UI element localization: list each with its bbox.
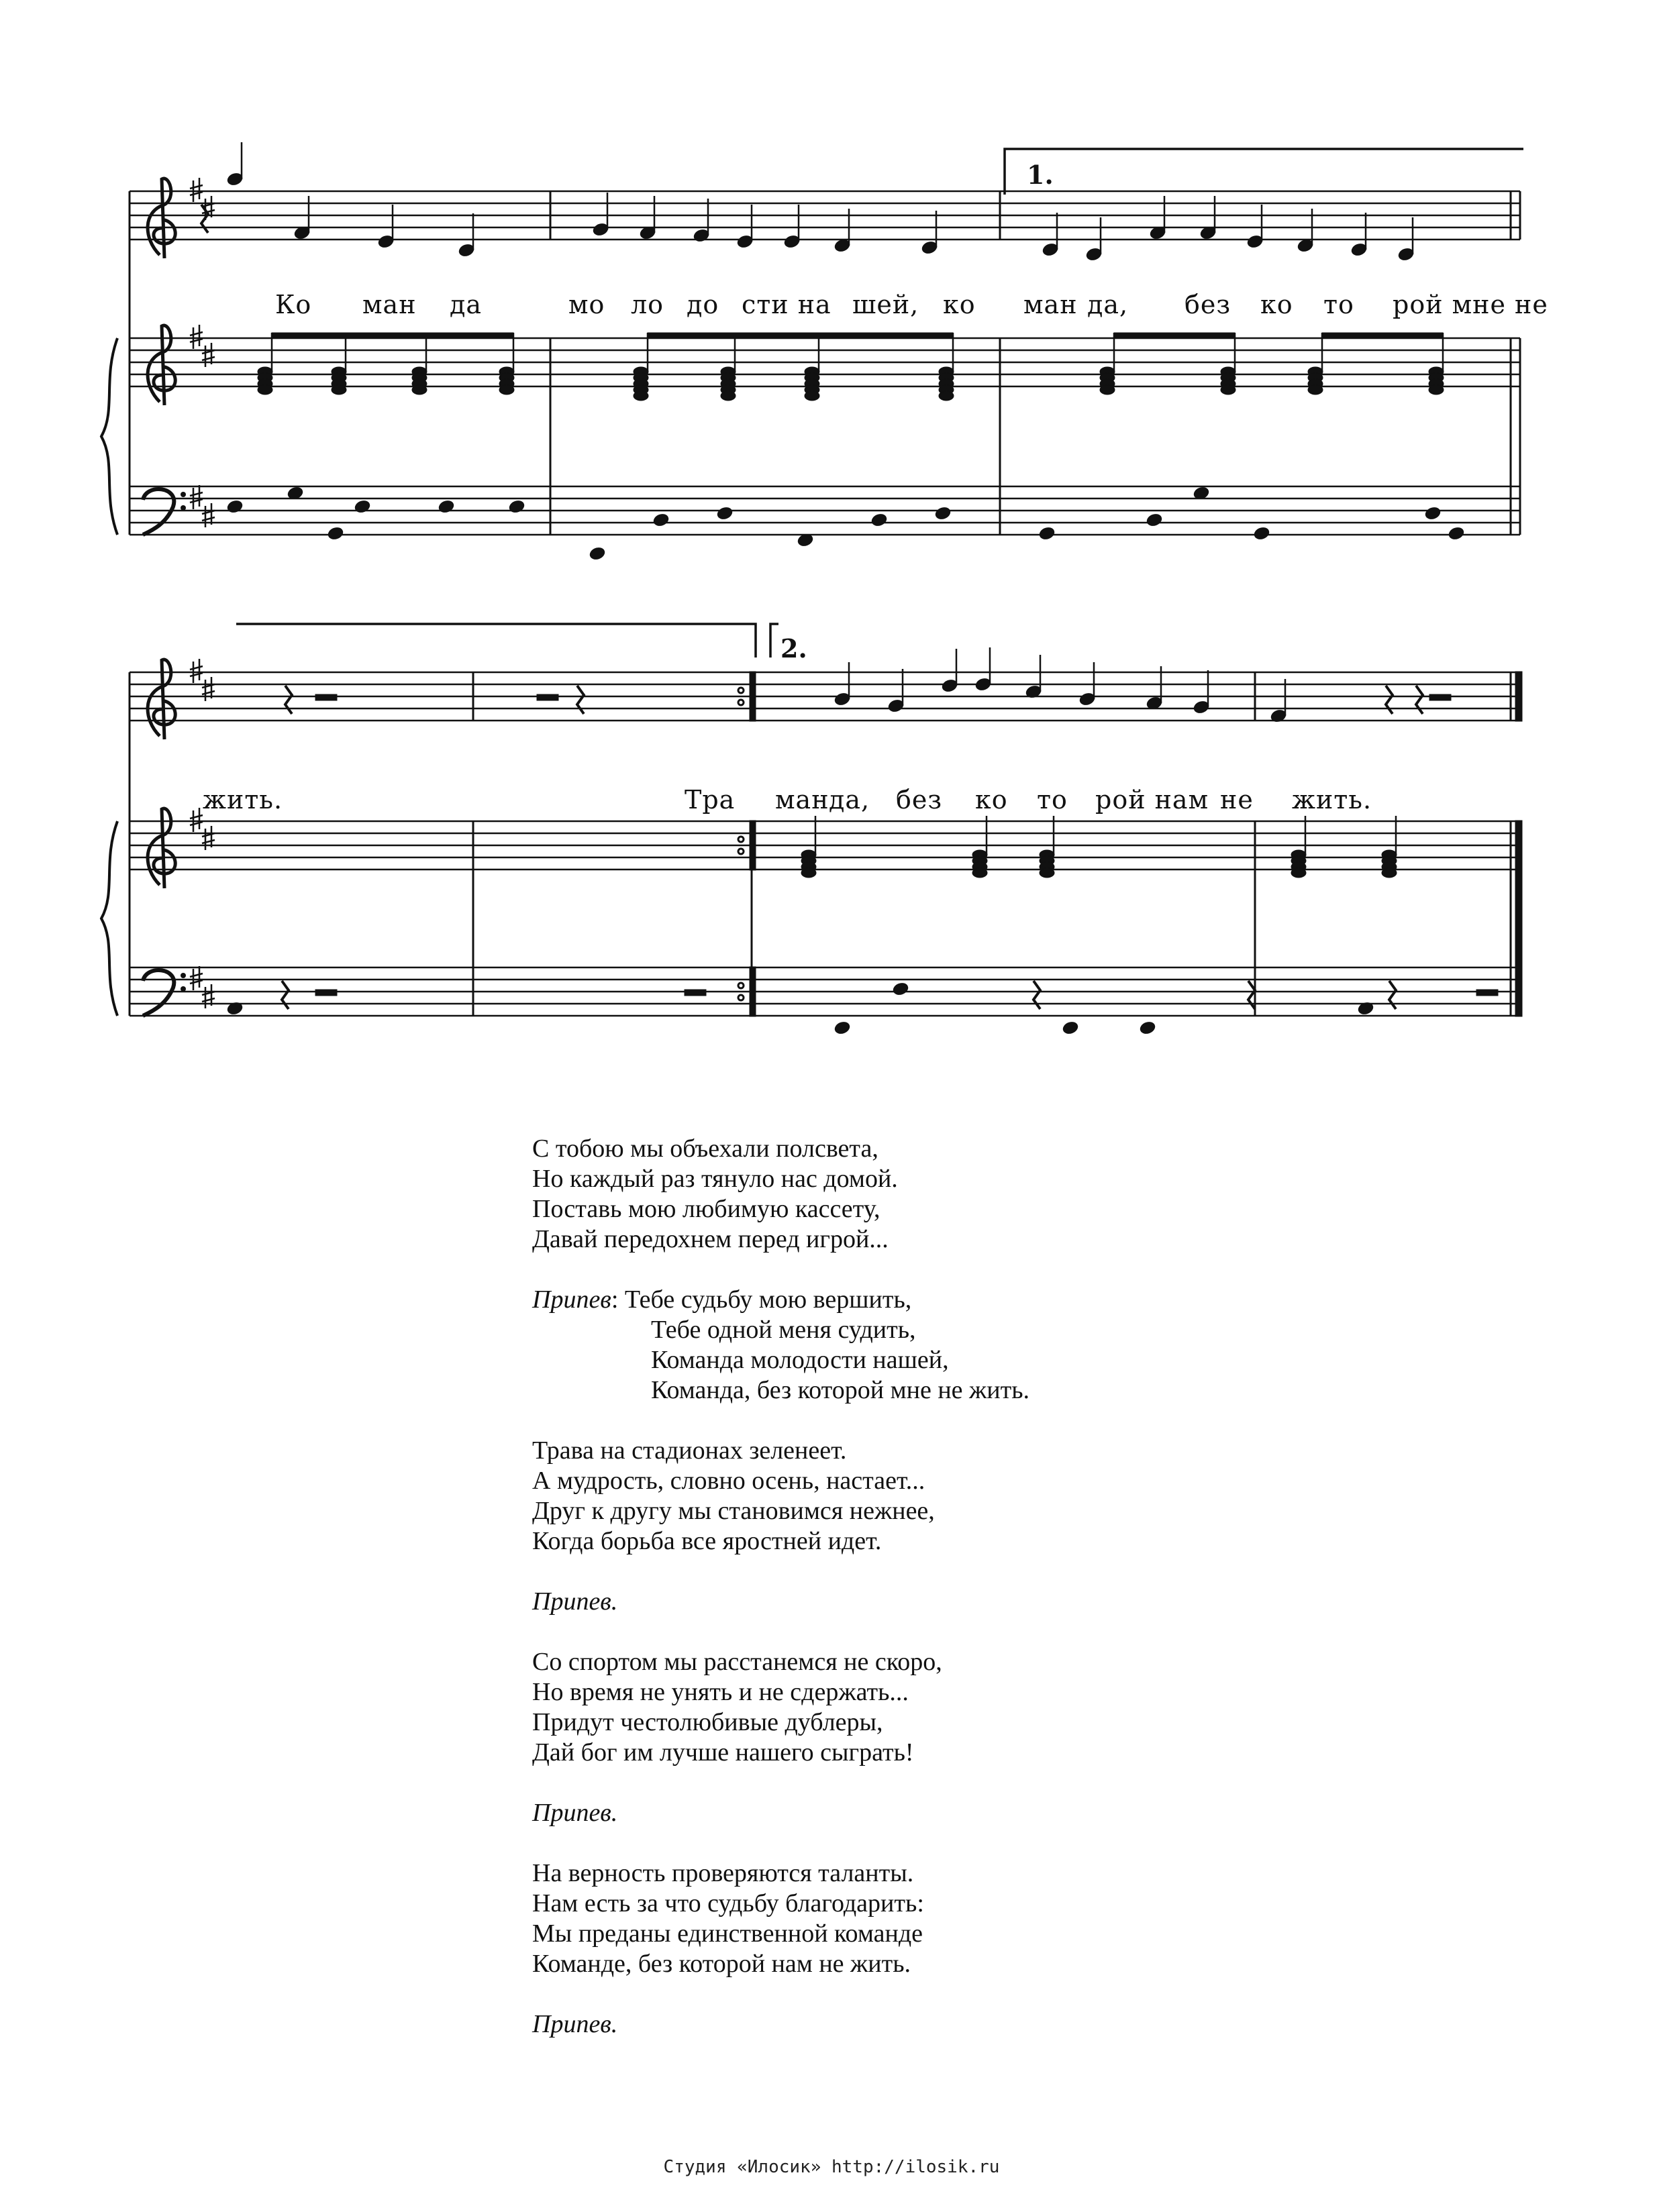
quarter-rest-icon xyxy=(1386,686,1393,714)
sharp-icon xyxy=(190,178,203,202)
lyric-syllable: без xyxy=(896,785,943,814)
beam xyxy=(1114,333,1235,337)
chord-notehead xyxy=(1308,385,1323,394)
sharp-icon xyxy=(202,826,215,850)
bass-notehead xyxy=(934,506,952,521)
refrain-line: : Тебе судьбу мою вершить, xyxy=(611,1285,912,1314)
piano-braces xyxy=(101,338,117,1016)
repeat-dot xyxy=(738,983,744,988)
bass-notehead xyxy=(716,506,734,521)
lyric-syllable: Ко xyxy=(275,290,312,319)
bass-clef-icon xyxy=(143,970,174,1016)
repeat-dot xyxy=(738,849,744,854)
repeat-dot xyxy=(738,688,744,693)
verse-1 xyxy=(532,1134,1472,1255)
verse-line: Команде, без которой нам не жить. xyxy=(532,1950,911,1978)
sharp-icon xyxy=(190,966,203,990)
verse-line: Со спортом мы расстанемся не скоро, xyxy=(532,1648,942,1676)
sharp-icon xyxy=(202,677,215,701)
lyric-syllable: жить. xyxy=(1292,785,1372,814)
beam xyxy=(648,333,953,337)
refrain-label: Припев xyxy=(532,1285,611,1314)
sharp-icon xyxy=(190,325,203,349)
refrain-line-row xyxy=(532,1375,1472,1406)
chord-notehead xyxy=(721,391,736,401)
volta-second-ending-label: 2. xyxy=(780,633,807,664)
bass-notehead xyxy=(589,546,606,562)
bass-notehead xyxy=(834,1020,851,1036)
clefs xyxy=(143,178,186,1016)
sharp-icon xyxy=(202,984,215,1008)
beam xyxy=(1322,333,1443,337)
bass-notehead xyxy=(1062,1020,1079,1036)
lyric-syllable: ло xyxy=(631,290,664,319)
lyric-syllable: до xyxy=(687,290,719,319)
rests xyxy=(201,205,1498,1009)
lyric-syllable: ман xyxy=(775,785,829,814)
repeat-barline-thick xyxy=(750,967,755,1016)
half-rest-icon xyxy=(1476,990,1498,996)
verse-line: Нам есть за что судьбу благодарить: xyxy=(532,1889,924,1917)
lyric-syllable: ман xyxy=(362,290,417,319)
verse-line: Дай бог им лучше нашего сыграть! xyxy=(532,1738,914,1767)
verse-2 xyxy=(532,1436,1472,1557)
volta-bracket-2 xyxy=(770,624,778,657)
refrain-first-line xyxy=(532,1285,1472,1315)
bass-clef-dot-icon xyxy=(181,986,186,992)
verse-line: Мы преданы единственной команде xyxy=(532,1919,923,1948)
footer-credit: Студия «Илосик» http://ilosik.ru xyxy=(663,2157,1000,2177)
refrain-line: Тебе одной меня судить, xyxy=(651,1316,916,1344)
quarter-rest-icon xyxy=(285,686,292,714)
lyric-syllable: да xyxy=(450,290,483,319)
piano-brace-icon xyxy=(101,338,117,535)
sharp-icon xyxy=(190,659,203,683)
half-rest-icon xyxy=(537,694,558,700)
chord-notehead xyxy=(258,385,272,394)
verse-line: Трава на стадионах зеленеет. xyxy=(532,1436,847,1465)
chord-notehead xyxy=(972,868,987,878)
lyric-syllable: жить. xyxy=(203,785,283,814)
quarter-rest-icon xyxy=(282,981,289,1009)
lyric-syllable: рой мне не xyxy=(1393,290,1548,319)
verse-4 xyxy=(532,1858,1472,1979)
sharp-icon xyxy=(190,808,203,832)
sharp-icon xyxy=(190,485,203,509)
lyric-syllable: мо xyxy=(568,290,605,319)
quarter-rest-icon xyxy=(1389,981,1396,1009)
bass-notehead xyxy=(1146,513,1163,528)
lyric-syllable: шей, xyxy=(852,290,919,319)
chord-notehead xyxy=(1382,868,1397,878)
quarter-rest-icon xyxy=(201,205,208,233)
bass-notehead xyxy=(354,499,371,515)
half-rest-icon xyxy=(1429,694,1451,700)
chord-notehead xyxy=(1291,868,1306,878)
bass-notehead xyxy=(327,526,344,541)
lyric-syllable: рой нам xyxy=(1095,785,1209,814)
sharp-icon xyxy=(202,503,215,527)
refrain-line: Команда молодости нашей, xyxy=(651,1346,949,1374)
bass-notehead xyxy=(870,513,888,528)
lyric-syllable: Тра xyxy=(685,785,736,814)
repeat-dot xyxy=(738,995,744,1000)
bass-notehead xyxy=(892,982,909,997)
verse-line: Но каждый раз тянуло нас домой. xyxy=(532,1165,898,1193)
bass-clef-dot-icon xyxy=(181,973,186,978)
half-rest-icon xyxy=(685,990,706,996)
verse-line: Когда борьба все яростней идет. xyxy=(532,1527,882,1555)
lyric-syllable: ман xyxy=(1023,290,1078,319)
verse-line: На верность проверяются таланты. xyxy=(532,1859,914,1887)
lyric-syllable: то xyxy=(1323,290,1354,319)
verse-line: Поставь мою любимую кассету, xyxy=(532,1195,880,1223)
half-rest-icon xyxy=(315,694,337,700)
sharp-icon xyxy=(202,343,215,367)
lyric-syllable: без xyxy=(1185,290,1231,319)
repeat-barline-thick xyxy=(750,821,755,870)
verse-line: С тобою мы объехали полсвета, xyxy=(532,1135,878,1163)
refrain-line-row xyxy=(532,1315,1472,1345)
song-verses xyxy=(532,1134,1472,2070)
quarter-rest-icon xyxy=(577,686,584,714)
repeat-dot xyxy=(738,837,744,842)
bass-notehead xyxy=(1448,526,1465,541)
beam xyxy=(272,333,513,337)
lyric-syllable: ко xyxy=(943,290,976,319)
lyric-syllable: да, xyxy=(829,785,870,814)
chord-notehead xyxy=(634,391,648,401)
refrain-reference: Припев. xyxy=(532,1799,618,1827)
repeat-barline-thick xyxy=(750,672,755,721)
bass-notehead xyxy=(226,499,244,515)
repeat-dot xyxy=(738,700,744,705)
chord-notehead xyxy=(1100,385,1115,394)
refrain-reference: Припев. xyxy=(532,1587,618,1616)
verse-line: Давай передохнем перед игрой... xyxy=(532,1225,889,1253)
lyric-syllable: не xyxy=(1220,785,1254,814)
chord-notehead xyxy=(1429,385,1444,394)
bass-notehead xyxy=(438,499,455,515)
volta-bracket-1 xyxy=(1005,149,1523,195)
chord-notehead xyxy=(1221,385,1236,394)
verse-line: А мудрость, словно осень, настает... xyxy=(532,1467,925,1495)
lyric-syllable: ко xyxy=(1260,290,1293,319)
quarter-rest-icon xyxy=(1034,981,1040,1009)
lyric-syllable: то xyxy=(1037,785,1068,814)
bass-clef-icon xyxy=(143,489,174,535)
bass-clef-dot-icon xyxy=(181,492,186,497)
half-rest-icon xyxy=(315,990,337,996)
final-barline-thick xyxy=(1516,821,1521,1016)
bass-notehead xyxy=(1038,526,1056,541)
lyric-syllable: сти на xyxy=(742,290,832,319)
final-barline-thick xyxy=(1516,672,1521,721)
volta-brackets xyxy=(236,149,1523,657)
piano-brace-icon xyxy=(101,821,117,1016)
bass-notehead xyxy=(652,513,670,528)
lyric-syllable: да, xyxy=(1087,290,1129,319)
chord-notehead xyxy=(939,391,954,401)
refrain xyxy=(532,1285,1472,1406)
chord-notehead xyxy=(499,385,514,394)
bass-notehead xyxy=(1424,506,1442,521)
lyric-syllable: ко xyxy=(975,785,1008,814)
verse-3 xyxy=(532,1647,1472,1768)
refrain-line-row xyxy=(532,1345,1472,1375)
bass-notehead xyxy=(508,499,525,515)
key-signatures xyxy=(190,178,215,1008)
volta-first-ending-label: 1. xyxy=(1027,160,1054,190)
verse-line: Друг к другу мы становимся нежнее, xyxy=(532,1497,935,1525)
chord-notehead xyxy=(332,385,346,394)
quarter-rest-icon xyxy=(1416,686,1423,714)
chord-notehead xyxy=(1040,868,1054,878)
bass-notehead xyxy=(1253,526,1270,541)
refrain-reference: Припев. xyxy=(532,2010,618,2038)
notes xyxy=(226,142,1465,1035)
bass-clef-dot-icon xyxy=(181,505,186,511)
chord-notehead xyxy=(805,391,819,401)
chord-notehead xyxy=(801,868,816,878)
volta-bracket-1-cont xyxy=(236,624,756,657)
chord-notehead xyxy=(412,385,427,394)
refrain-line: Команда, без которой мне не жить. xyxy=(651,1376,1030,1404)
bass-notehead xyxy=(1139,1020,1156,1036)
verse-line: Но время не унять и не сдержать... xyxy=(532,1678,909,1706)
verse-line: Придут честолюбивые дублеры, xyxy=(532,1708,883,1736)
